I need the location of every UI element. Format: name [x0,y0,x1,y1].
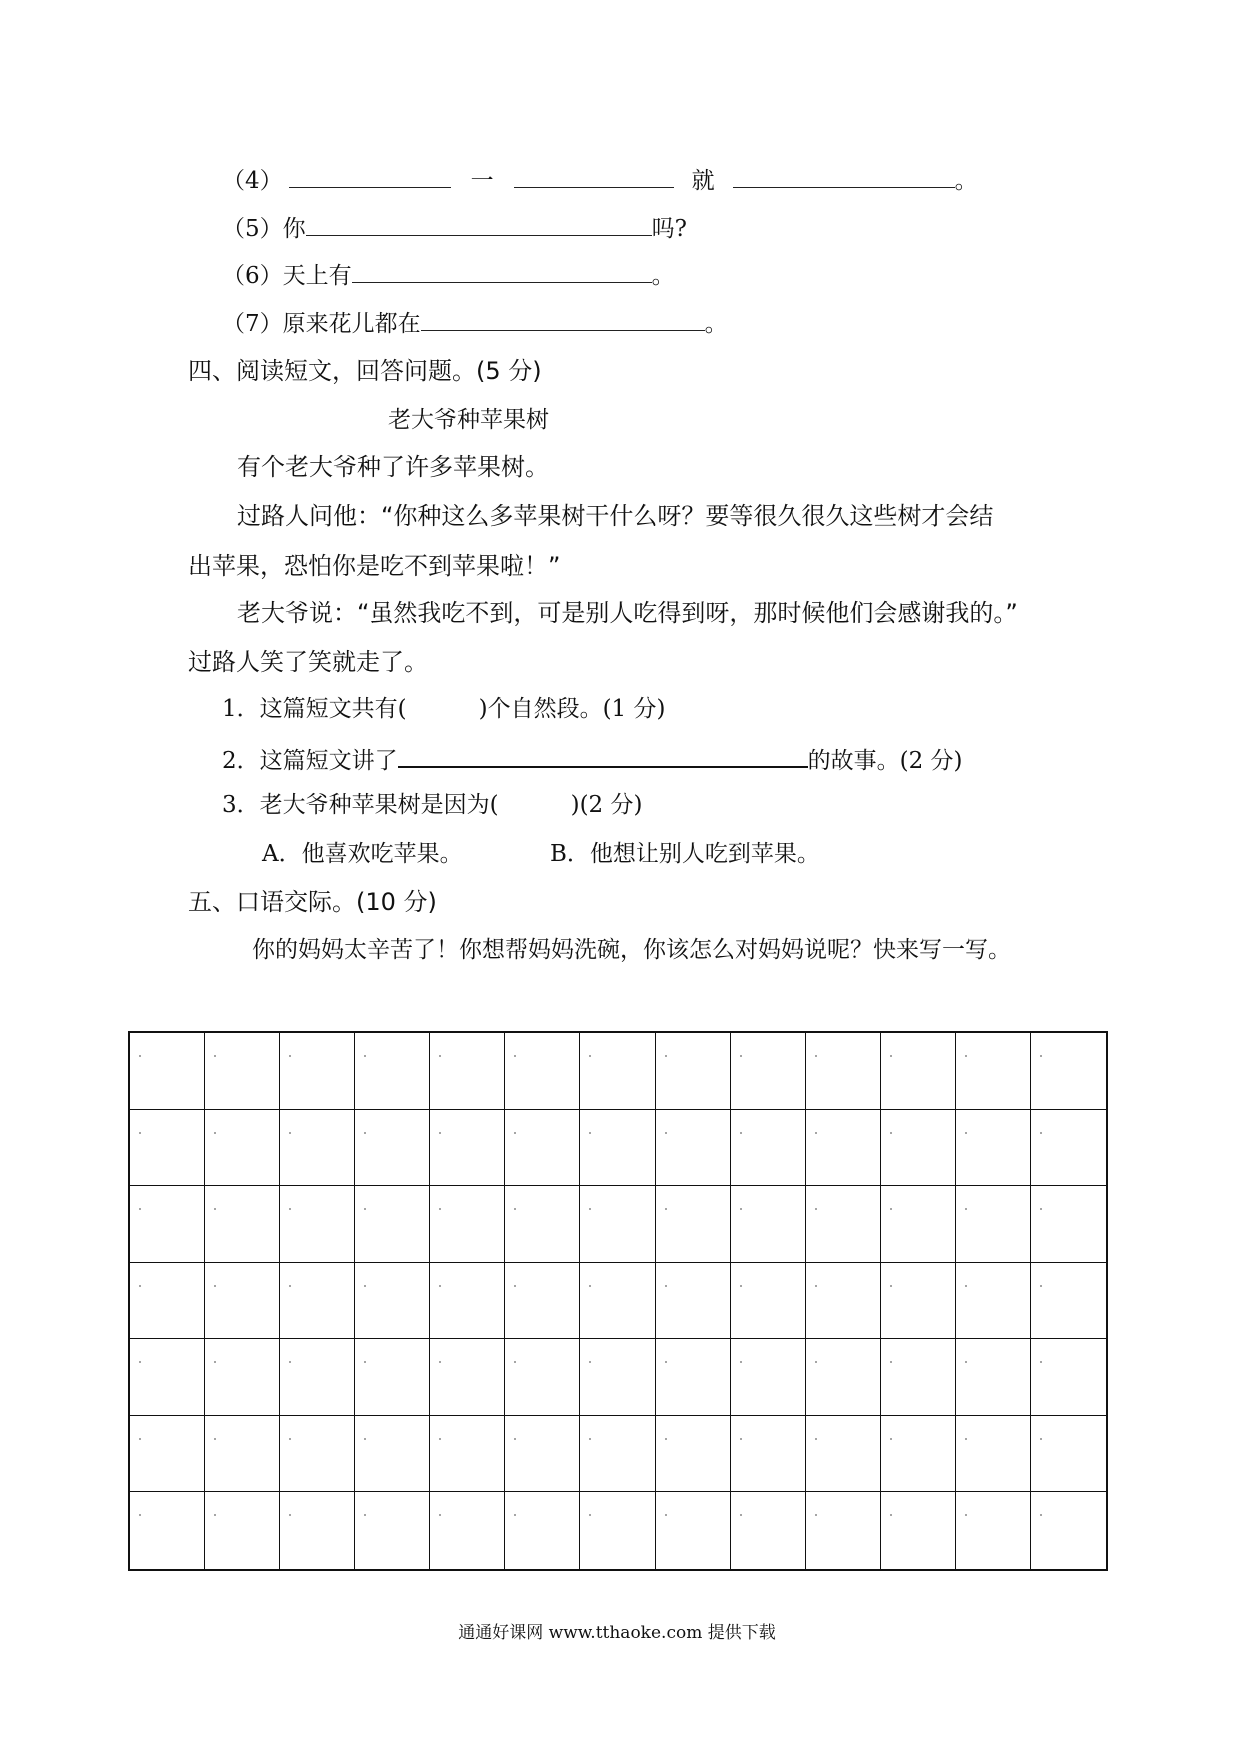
grid-cell[interactable] [731,1263,806,1340]
grid-cell[interactable] [280,1416,355,1493]
grid-cell[interactable] [505,1263,580,1340]
grid-cell[interactable] [355,1110,430,1187]
grid-cell[interactable] [580,1416,655,1493]
answer-blank[interactable] [289,163,451,188]
grid-cell[interactable] [355,1339,430,1416]
grid-cell[interactable] [881,1033,956,1110]
fill-in-item-6 [222,258,675,291]
grid-cell[interactable] [580,1033,655,1110]
grid-cell[interactable] [130,1186,205,1263]
grid-cell[interactable] [806,1033,881,1110]
grid-cell[interactable] [956,1339,1031,1416]
prompt-text: 你 [282,216,306,242]
word-text: 就 [691,168,715,194]
story-paragraph: 出苹果，恐怕你是吃不到苹果啦！” [188,552,561,580]
grid-cell[interactable] [956,1186,1031,1263]
grid-cell[interactable] [806,1416,881,1493]
question-text: )个自然段。(1 分) [478,696,666,722]
grid-cell[interactable] [130,1416,205,1493]
writing-grid[interactable] [128,1031,1108,1571]
grid-cell[interactable] [806,1339,881,1416]
grid-cell[interactable] [881,1339,956,1416]
item-number: （4） [222,168,283,194]
grid-cell[interactable] [505,1339,580,1416]
grid-cell[interactable] [1031,1339,1106,1416]
grid-cell[interactable] [280,1110,355,1187]
grid-cell[interactable] [580,1492,655,1569]
grid-cell[interactable] [205,1263,280,1340]
grid-cell[interactable] [881,1186,956,1263]
story-title: 老大爷种苹果树 [388,407,549,433]
grid-cell[interactable] [280,1186,355,1263]
fill-in-item-7 [222,306,728,339]
grid-cell[interactable] [355,1033,430,1110]
punctuation: 。 [704,311,728,337]
grid-cell[interactable] [355,1416,430,1493]
grid-cell[interactable] [580,1263,655,1340]
grid-cell[interactable] [1031,1492,1106,1569]
grid-cell[interactable] [130,1492,205,1569]
grid-cell[interactable] [205,1110,280,1187]
question-1 [222,694,665,724]
grid-cell[interactable] [130,1110,205,1187]
section-4-heading: 四、阅读短文，回答问题。(5 分) [188,357,542,385]
grid-cell[interactable] [205,1416,280,1493]
grid-cell[interactable] [806,1492,881,1569]
grid-cell[interactable] [806,1186,881,1263]
word-text: 一 [470,168,494,194]
grid-cell[interactable] [956,1033,1031,1110]
grid-cell[interactable] [656,1492,731,1569]
grid-cell[interactable] [1031,1416,1106,1493]
grid-cell[interactable] [205,1492,280,1569]
question-text: 的故事。(2 分) [807,748,963,774]
grid-cell[interactable] [580,1110,655,1187]
grid-cell[interactable] [355,1186,430,1263]
grid-cell[interactable] [731,1416,806,1493]
question-text: 3．老大爷种苹果树是因为( [222,792,499,818]
option-a[interactable]: A．他喜欢吃苹果。 [262,841,463,867]
prompt-text: 天上有 [282,263,352,289]
grid-cell[interactable] [731,1110,806,1187]
grid-cell[interactable] [430,1339,505,1416]
punctuation: 。 [954,168,978,194]
grid-cell[interactable] [205,1033,280,1110]
item-number: （7） [222,311,283,337]
question-text: 2．这篇短文讲了 [222,748,398,774]
grid-cell[interactable] [1031,1033,1106,1110]
grid-cell[interactable] [580,1339,655,1416]
answer-blank[interactable] [421,306,705,331]
grid-cell[interactable] [280,1339,355,1416]
answer-blank[interactable] [306,211,652,236]
answer-blank[interactable] [514,163,674,188]
grid-cell[interactable] [731,1186,806,1263]
grid-cell[interactable] [881,1263,956,1340]
grid-cell[interactable] [731,1492,806,1569]
story-paragraph: 过路人笑了笑就走了。 [188,648,428,676]
option-b[interactable]: B．他想让别人吃到苹果。 [550,841,820,867]
grid-cell[interactable] [656,1263,731,1340]
story-paragraph: 过路人问他：“你种这么多苹果树干什么呀？要等很久很久这些树才会结 [237,502,994,530]
grid-cell[interactable] [130,1263,205,1340]
question-3 [222,790,642,820]
grid-cell[interactable] [505,1033,580,1110]
grid-cell[interactable] [130,1339,205,1416]
grid-cell[interactable] [1031,1186,1106,1263]
grid-cell[interactable] [205,1339,280,1416]
question-2 [222,742,963,776]
grid-cell[interactable] [656,1186,731,1263]
grid-cell[interactable] [505,1186,580,1263]
grid-cell[interactable] [881,1416,956,1493]
grid-cell[interactable] [280,1033,355,1110]
grid-cell[interactable] [731,1033,806,1110]
grid-cell[interactable] [355,1263,430,1340]
grid-cell[interactable] [956,1110,1031,1187]
grid-cell[interactable] [505,1492,580,1569]
grid-cell[interactable] [881,1110,956,1187]
grid-cell[interactable] [505,1110,580,1187]
fill-in-item-4 [222,163,978,196]
grid-cell[interactable] [956,1492,1031,1569]
question-text: )(2 分) [570,792,643,818]
story-paragraph: 有个老大爷种了许多苹果树。 [237,453,549,481]
grid-cell[interactable] [1031,1110,1106,1187]
grid-cell[interactable] [205,1186,280,1263]
grid-cell[interactable] [430,1492,505,1569]
grid-cell[interactable] [430,1416,505,1493]
grid-cell[interactable] [280,1492,355,1569]
answer-blank[interactable] [398,742,808,768]
grid-cell[interactable] [656,1416,731,1493]
grid-cell[interactable] [430,1263,505,1340]
grid-cell[interactable] [505,1416,580,1493]
grid-cell[interactable] [806,1263,881,1340]
punctuation: 吗? [651,216,687,242]
grid-cell[interactable] [430,1186,505,1263]
grid-cell[interactable] [806,1110,881,1187]
grid-cell[interactable] [580,1186,655,1263]
grid-cell[interactable] [956,1416,1031,1493]
item-number: （5） [222,216,283,242]
grid-cell[interactable] [656,1033,731,1110]
grid-cell[interactable] [731,1339,806,1416]
grid-cell[interactable] [1031,1263,1106,1340]
section-5-heading: 五、口语交际。(10 分) [188,888,437,916]
grid-cell[interactable] [430,1033,505,1110]
story-paragraph: 老大爷说：“虽然我吃不到，可是别人吃得到呀，那时候他们会感谢我的。” [237,599,1018,627]
grid-cell[interactable] [130,1033,205,1110]
question-text: 1．这篇短文共有( [222,696,407,722]
grid-cell[interactable] [956,1263,1031,1340]
grid-cell[interactable] [430,1110,505,1187]
punctuation: 。 [651,263,675,289]
answer-blank[interactable] [733,163,955,188]
fill-in-item-5 [222,211,687,244]
footer-text: 通通好课网 www.tthaoke.com 提供下载 [458,1623,776,1643]
grid-cell[interactable] [280,1263,355,1340]
grid-cell[interactable] [656,1339,731,1416]
item-number: （6） [222,263,283,289]
answer-blank[interactable] [352,258,652,283]
grid-cell[interactable] [656,1110,731,1187]
writing-prompt: 你的妈妈太辛苦了！你想帮妈妈洗碗，你该怎么对妈妈说呢？快来写一写。 [252,937,1011,963]
grid-cell[interactable] [881,1492,956,1569]
prompt-text: 原来花儿都在 [282,311,421,337]
grid-cell[interactable] [355,1492,430,1569]
